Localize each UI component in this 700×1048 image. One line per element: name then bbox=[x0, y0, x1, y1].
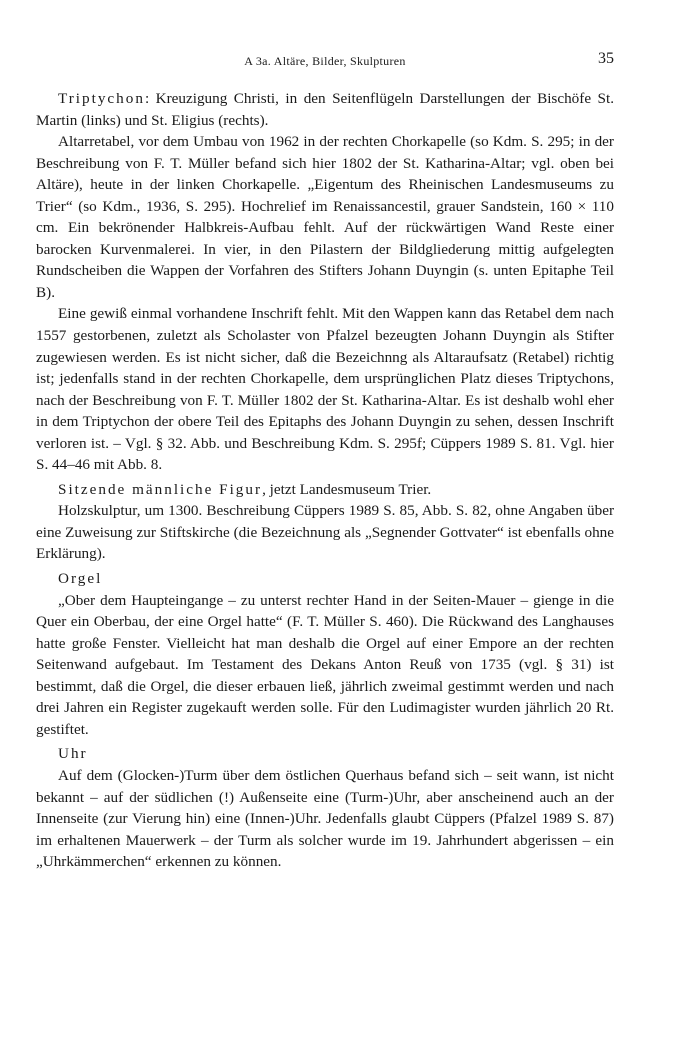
paragraph-text: , jetzt Landesmuseum Trier. bbox=[262, 480, 432, 498]
paragraph-text: : Kreuzigung Christi, in den Seitenflügeln Darstellungen der Bischöfe St. Martin (links) und St. Eligius (rechts). bbox=[36, 90, 614, 129]
heading-figur: Sitzende männliche Figur bbox=[58, 480, 263, 498]
heading-orgel-label: Orgel bbox=[58, 570, 103, 588]
paragraph-triptychon bbox=[36, 88, 614, 131]
paragraph-orgel: „Ober dem Haupteingange – zu unterst rechter Hand in der Seiten-Mauer – gienge in die Quer ein Oberbau, der eine Orgel hatte“ (F. T. Müller S. 460). Die Rückwand des Langhauses hatte große Fenster. Vielleicht hat man deshalb die Orgel auf einer Empore an der rechten Seitenwand aufgebaut. Im Testament des Dekans Anton Reuß von 1735 (vgl. § 31) ist bestimmt, daß die Orgel, die dieser erbauen ließ, jährlich zweimal gestimmt werden und nach drei Jahren ein Register zugekauft werden solle. Für den Ludimagister wurden jährlich 20 Rt. gestiftet. bbox=[36, 591, 614, 738]
heading-uhr bbox=[36, 743, 614, 765]
body-text bbox=[36, 88, 614, 873]
heading-uhr-label: Uhr bbox=[58, 745, 88, 763]
page-header bbox=[36, 50, 614, 74]
running-title: A 3a. Altäre, Bilder, Skulpturen bbox=[244, 54, 406, 68]
paragraph-figur bbox=[36, 479, 614, 501]
paragraph-holzskulptur: Holzskulptur, um 1300. Beschreibung Cüppers 1989 S. 85, Abb. S. 82, ohne Angaben über eine Zuweisung zur Stiftskirche (die Bezeichnung als „Segnender Gottvater“ ist ebenfalls ohne Erklärung). bbox=[36, 502, 614, 563]
paragraph-altarretabel: Altarretabel, vor dem Umbau von 1962 in der rechten Chorkapelle (so Kdm. S. 295; in der Beschreibung von F. T. Müller befand sich hier 1802 der St. Katharina-Altar; vgl. oben bei Altäre), heute in der linken Chorkapelle. „Eigentum des Rheinischen Landesmuseums zu Trier“ (so Kdm., 1936, S. 295). Hochrelief im Renaissancestil, grauer Sandstein, 160 × 110 cm. Ein bekrönender Halbkreis-Aufbau fehlt. Auf der rückwärtigen Wand Reste einer barocken Kurvenmalerei. In vier, in den Pilastern der Bildgliederung mittig aufgelegten Rundscheiben die Wappen der Vorfahren des Stifters Johann Duyngin (s. unten Epitaphe Teil B). bbox=[36, 133, 614, 301]
heading-orgel bbox=[36, 568, 614, 590]
page-number: 35 bbox=[598, 50, 614, 67]
paragraph-inschrift: Eine gewiß einmal vorhandene Inschrift fehlt. Mit den Wappen kann das Retabel dem nach 1557 gestorbenen, zuletzt als Scholaster von Pfalzel bezeugten Johann Duyngin als Stifter zugewiesen werden. Es ist nicht sicher, daß die Bezeichnng als Altaraufsatz (Retabel) richtig ist; jedenfalls stand in der rechten Chorkapelle, dem ursprünglichen Platz dieses Triptychons, nach der Beschreibung von F. T. Müller 1802 der St. Katharina-Altar. Es ist deshalb wohl eher in dem Triptychon der obere Teil des Epitaphs des Johann Duyngin zu sehen, dessen Inschrift verloren ist. – Vgl. § 32. Abb. und Beschreibung Kdm. S. 295f; Cüppers 1989 S. 81. Vgl. hier S. 44–46 mit Abb. 8. bbox=[36, 305, 614, 474]
paragraph-uhr: Auf dem (Glocken-)Turm über dem östlichen Querhaus befand sich – seit wann, ist nicht bekannt – auf der südlichen (!) Außenseite eine (Turm-)Uhr, aber anscheinend auch an der Innenseite (zur Vierung hin) eine (Innen-)Uhr. Jedenfalls glaubt Cüppers (Pfalzel 1989 S. 87) im erhaltenen Mauerwerk – der Turm als solcher wurde im 19. Jahrhundert abgerissen – ein „Uhrkämmerchen“ erkennen zu können. bbox=[36, 766, 614, 871]
heading-triptychon: Triptychon bbox=[58, 90, 145, 107]
